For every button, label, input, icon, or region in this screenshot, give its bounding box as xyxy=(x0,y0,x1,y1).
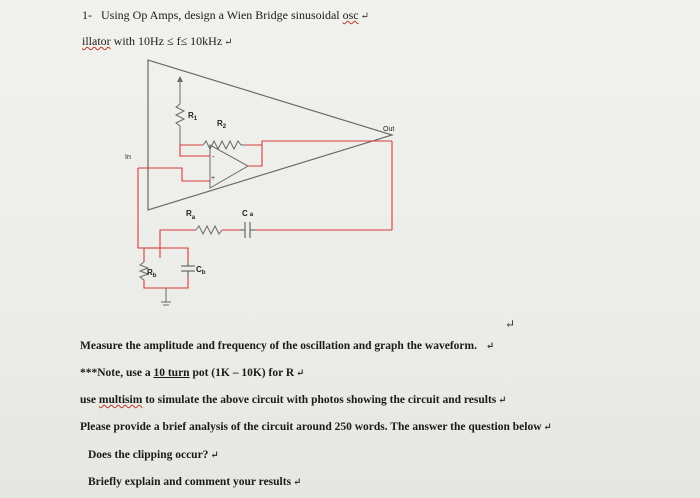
wire-in-down xyxy=(138,168,144,248)
r2-label: $R_2$ xyxy=(217,119,227,130)
cb-label: $C_b$ xyxy=(196,265,206,276)
return-mark: ↵ xyxy=(543,422,552,433)
return-mark: ↵ xyxy=(505,317,516,331)
analysis-instruction: Please provide a brief analysis of the circuit around 250 words. The answer the question below ↵ xyxy=(80,421,552,433)
opamp-minus-label: - xyxy=(212,152,215,161)
rb-label: $R_b$ xyxy=(147,268,157,279)
question-title-text: Using Op Amps, design a Wien Bridge sinusoidal xyxy=(101,8,343,22)
opamp-outline-large xyxy=(148,60,395,210)
ca-capacitor xyxy=(240,222,255,238)
in-label: In xyxy=(125,154,131,161)
title-osc-fragment: osc xyxy=(342,8,359,22)
out-label: Out xyxy=(383,126,395,133)
ra-label: $R_a$ xyxy=(186,209,196,221)
return-mark: ↵ xyxy=(360,11,370,22)
wire-bottom-loop xyxy=(144,276,188,288)
return-mark: ↵ xyxy=(498,395,507,406)
return-mark: ↵ xyxy=(210,450,219,461)
r1-label: $R_1$ xyxy=(188,111,198,122)
return-mark: ↵ xyxy=(224,37,233,48)
clipping-question: Does the clipping occur? ↵ xyxy=(88,449,219,461)
note-10-turn: 10 turn xyxy=(153,367,190,379)
wire-in-plus xyxy=(138,168,210,181)
r2-resistor xyxy=(203,141,245,149)
return-mark: ↵ xyxy=(485,341,495,352)
red-wires xyxy=(138,141,392,288)
ca-label: C a xyxy=(242,209,254,218)
ground-icon xyxy=(161,288,171,305)
multisim-instruction: use multisim to simulate the above circuit with photos showing the circuit and results ↵ xyxy=(80,394,507,406)
return-mark: ↵ xyxy=(296,368,305,379)
opamp-plus-label: + xyxy=(211,175,216,182)
wire-ra-node xyxy=(160,230,196,258)
question-number: 1- xyxy=(82,8,92,22)
note-range: 1K – 10K) for R xyxy=(215,367,295,379)
title-frequency-range: with 10Hz ≤ f≤ 10kHz xyxy=(110,34,223,48)
return-mark: ↵ xyxy=(293,477,302,488)
wire-r1-to-minus xyxy=(180,145,210,156)
supply-arrow-icon xyxy=(177,76,183,82)
note-line: ***Note, use a 10 turn pot (1K – 10K) for R ↵ xyxy=(80,367,305,379)
ra-resistor xyxy=(196,226,222,234)
title-illator-fragment: illator xyxy=(82,34,111,48)
measure-instruction: Measure the amplitude and frequency of the oscillation and graph the waveform. ↵ xyxy=(80,340,495,352)
cb-capacitor xyxy=(181,262,195,276)
wire-cb-top xyxy=(160,248,188,262)
r1-resistor xyxy=(176,104,184,126)
wire-opamp-output xyxy=(248,145,262,166)
explain-instruction: Briefly explain and comment your results ↵ xyxy=(88,476,302,488)
multisim-word: multisim xyxy=(98,394,143,406)
